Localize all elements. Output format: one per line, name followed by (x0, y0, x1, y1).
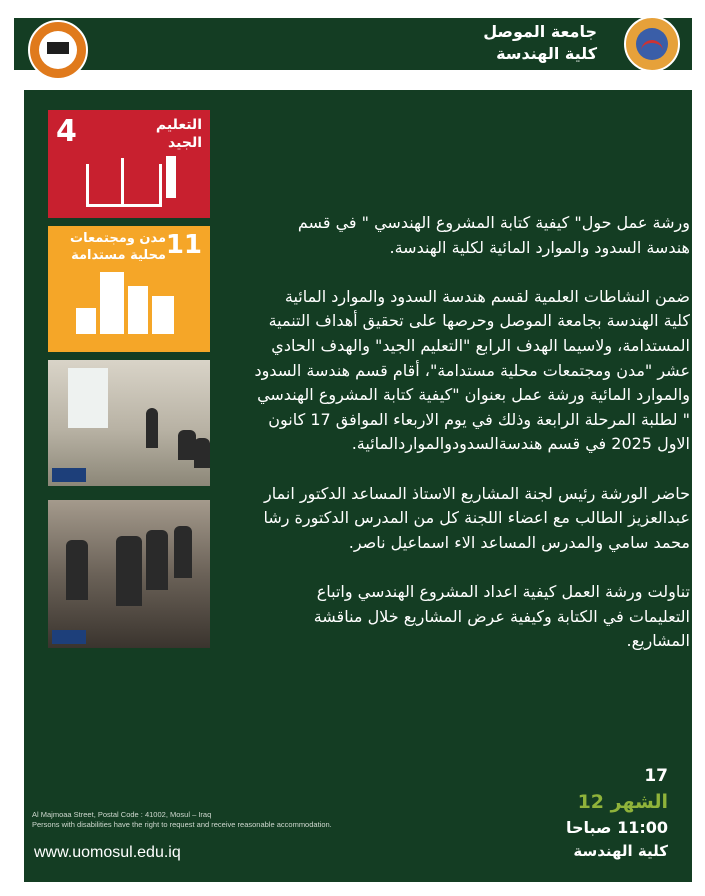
event-day: 17 (644, 766, 668, 786)
header-bar (14, 18, 692, 70)
student (194, 438, 210, 468)
college-name: كلية الهندسة (496, 44, 597, 63)
article-paragraph: حاضر الورشة رئيس لجنة المشاريع الاستاذ المساعد الدكتور انمار عبدالعزيز الطالب مع اعضاء اللجنة كل من المدرس الدكتورة رشا محمد سامي والمدرس المساعد الاء اسماعيل ناصر. (263, 483, 690, 552)
article-body (254, 211, 690, 678)
projection-screen (68, 368, 108, 428)
header-title (483, 21, 597, 65)
university-tag (52, 468, 86, 482)
accessibility-note: Persons with disabilities have the right to request and receive reasonable accommodation. (32, 820, 332, 829)
building-icon (152, 296, 174, 334)
student (174, 526, 192, 578)
student (146, 530, 168, 590)
building-icon (128, 286, 148, 334)
article-paragraph: تناولت ورشة العمل كيفية اعداد المشروع الهندسي واتباع التعليمات في الكتابة وكيفية عرض المشاريع خلال مناقشة المشاريع. (313, 581, 690, 651)
college-logo (624, 16, 680, 72)
sdg4-image (48, 110, 210, 218)
book-icon (86, 164, 162, 207)
footer-address (32, 810, 332, 830)
article-paragraph: ورشة عمل حول" كيفية كتابة المشروع الهندسي " في قسم هندسة السدود والموارد المائية لكلية الهندسة. (297, 213, 690, 257)
sdg4-title: التعليم الجيد (155, 117, 202, 151)
workshop-photo-lecture (48, 360, 210, 486)
sdg11-title: مدن ومجتمعات محلية مستدامة (70, 231, 166, 263)
sdg4-number: 4 (56, 114, 77, 149)
sdg11-number: 11 (165, 230, 202, 260)
article-paragraph: ضمن النشاطات العلمية لقسم هندسة السدود والموارد المائية كلية الهندسة بجامعة الموصل وحرصها على تحقيق أهداف التنمية المستدامة، ولاسيما الهدف الرابع "التعليم الجيد" والهدف الحادي عشر "مدن ومجتمعات محلية مستدامة"، أقام قسم هندسة السدود والموارد المائية ورشة عمل بعنوان "كيفية كتابة المشروع الهندسي " لطلبة المرحلة الرابعة وذلك في يوم الاربعاء الموافق 17 كانون الاول 2025 في قسم هندسةالسدودوالمواردالمائية. (254, 286, 690, 454)
event-info (566, 764, 668, 862)
presenter (146, 408, 158, 448)
student (116, 536, 142, 606)
pencil-icon (166, 156, 176, 198)
house-icon (76, 308, 96, 334)
workshop-photo-students (48, 500, 210, 648)
address-line: Al Majmoaa Street, Postal Code : 41002, Mosul – Iraq (32, 810, 212, 819)
university-tag (52, 630, 86, 644)
sdg11-image (48, 226, 210, 352)
event-time: 11:00 صباحا (565, 818, 668, 837)
content-panel (24, 90, 692, 882)
building-icon (100, 272, 124, 334)
event-month: الشهر 12 (577, 791, 668, 813)
university-name: جامعة الموصل (483, 22, 597, 41)
event-place: كلية الهندسة (573, 842, 668, 860)
website-link[interactable]: www.uomosul.edu.iq (34, 844, 181, 861)
student (66, 540, 88, 600)
university-logo (28, 20, 88, 80)
